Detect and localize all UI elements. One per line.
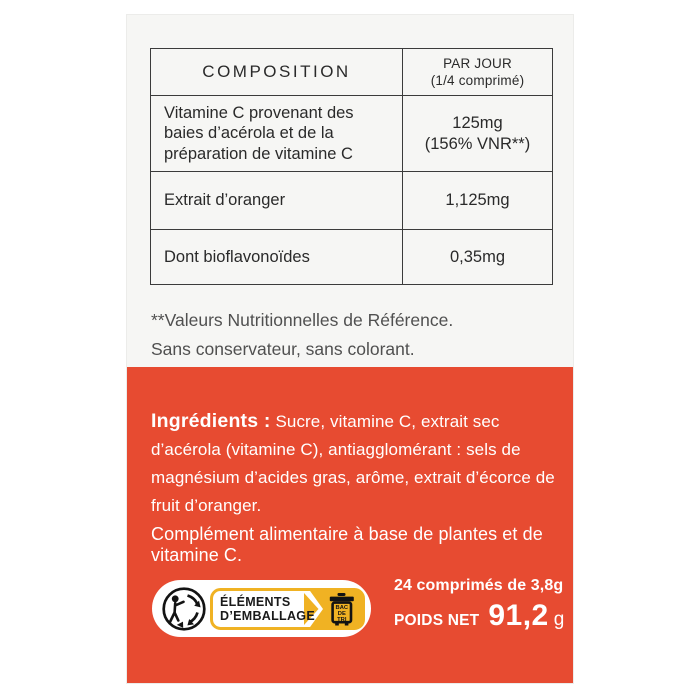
table-row bbox=[151, 96, 553, 172]
no-preservative-note: Sans conservateur, sans colorant. bbox=[151, 338, 415, 359]
orange-section bbox=[127, 367, 574, 684]
table-header-row bbox=[151, 49, 553, 96]
ingredient-name-cell: Extrait d’oranger bbox=[151, 172, 403, 230]
amount-cell: 0,35mg bbox=[403, 230, 553, 285]
product-label-card bbox=[126, 14, 574, 684]
net-weight-label: POIDS NET bbox=[394, 612, 480, 629]
tablet-count: 24 comprimés de 3,8g bbox=[394, 577, 564, 594]
packaging-label-line2: D’EMBALLAGE bbox=[220, 608, 315, 623]
per-day-line2: (1/4 comprimé) bbox=[430, 73, 525, 88]
ingredients-text bbox=[151, 407, 555, 520]
net-weight-row bbox=[394, 599, 564, 633]
amount-line1: 125mg bbox=[452, 113, 503, 132]
amount-line2: (156% VNR**) bbox=[424, 134, 531, 153]
bin-text-line3: TRI bbox=[337, 616, 347, 623]
net-weight-block bbox=[394, 577, 564, 633]
amount-cell: 1,125mg bbox=[403, 172, 553, 230]
footnotes bbox=[151, 306, 453, 363]
ingredients-heading: Ingrédients : bbox=[151, 410, 271, 432]
triman-recycling-icon bbox=[161, 586, 207, 632]
composition-header-cell: COMPOSITION bbox=[151, 49, 403, 96]
net-weight-unit: g bbox=[553, 609, 565, 630]
bin-text-line2: DE bbox=[337, 610, 346, 617]
packaging-elements-label bbox=[210, 588, 365, 630]
net-weight-value: 91,2 bbox=[488, 599, 549, 632]
table-row bbox=[151, 230, 553, 285]
amount-cell bbox=[403, 96, 553, 172]
packaging-label-line1: ÉLÉMENTS bbox=[220, 594, 291, 609]
packaging-pill bbox=[152, 580, 371, 637]
ingredient-name-cell: Dont bioflavonoïdes bbox=[151, 230, 403, 285]
ingredients-body: Sucre, vitamine C, extrait sec d’acérola (vitamine C), antiagglomérant : sels de magnésium d’acides gras, arôme, extrait d’écorce de fruit d’oranger. bbox=[151, 412, 555, 515]
per-day-line1: PAR JOUR bbox=[443, 56, 512, 71]
sorting-bin-icon bbox=[330, 593, 354, 626]
composition-table bbox=[150, 48, 553, 285]
per-day-header-cell bbox=[403, 49, 553, 96]
supplement-note: Complément alimentaire à base de plantes et de vitamine C. bbox=[151, 524, 543, 565]
vnr-footnote: **Valeurs Nutritionnelles de Référence. bbox=[151, 310, 454, 330]
table-row bbox=[151, 172, 553, 230]
ingredient-name-cell: Vitamine C provenant des baies d’acérola et de la préparation de vitamine C bbox=[151, 96, 403, 172]
bin-text-line1: BAC bbox=[335, 604, 349, 611]
